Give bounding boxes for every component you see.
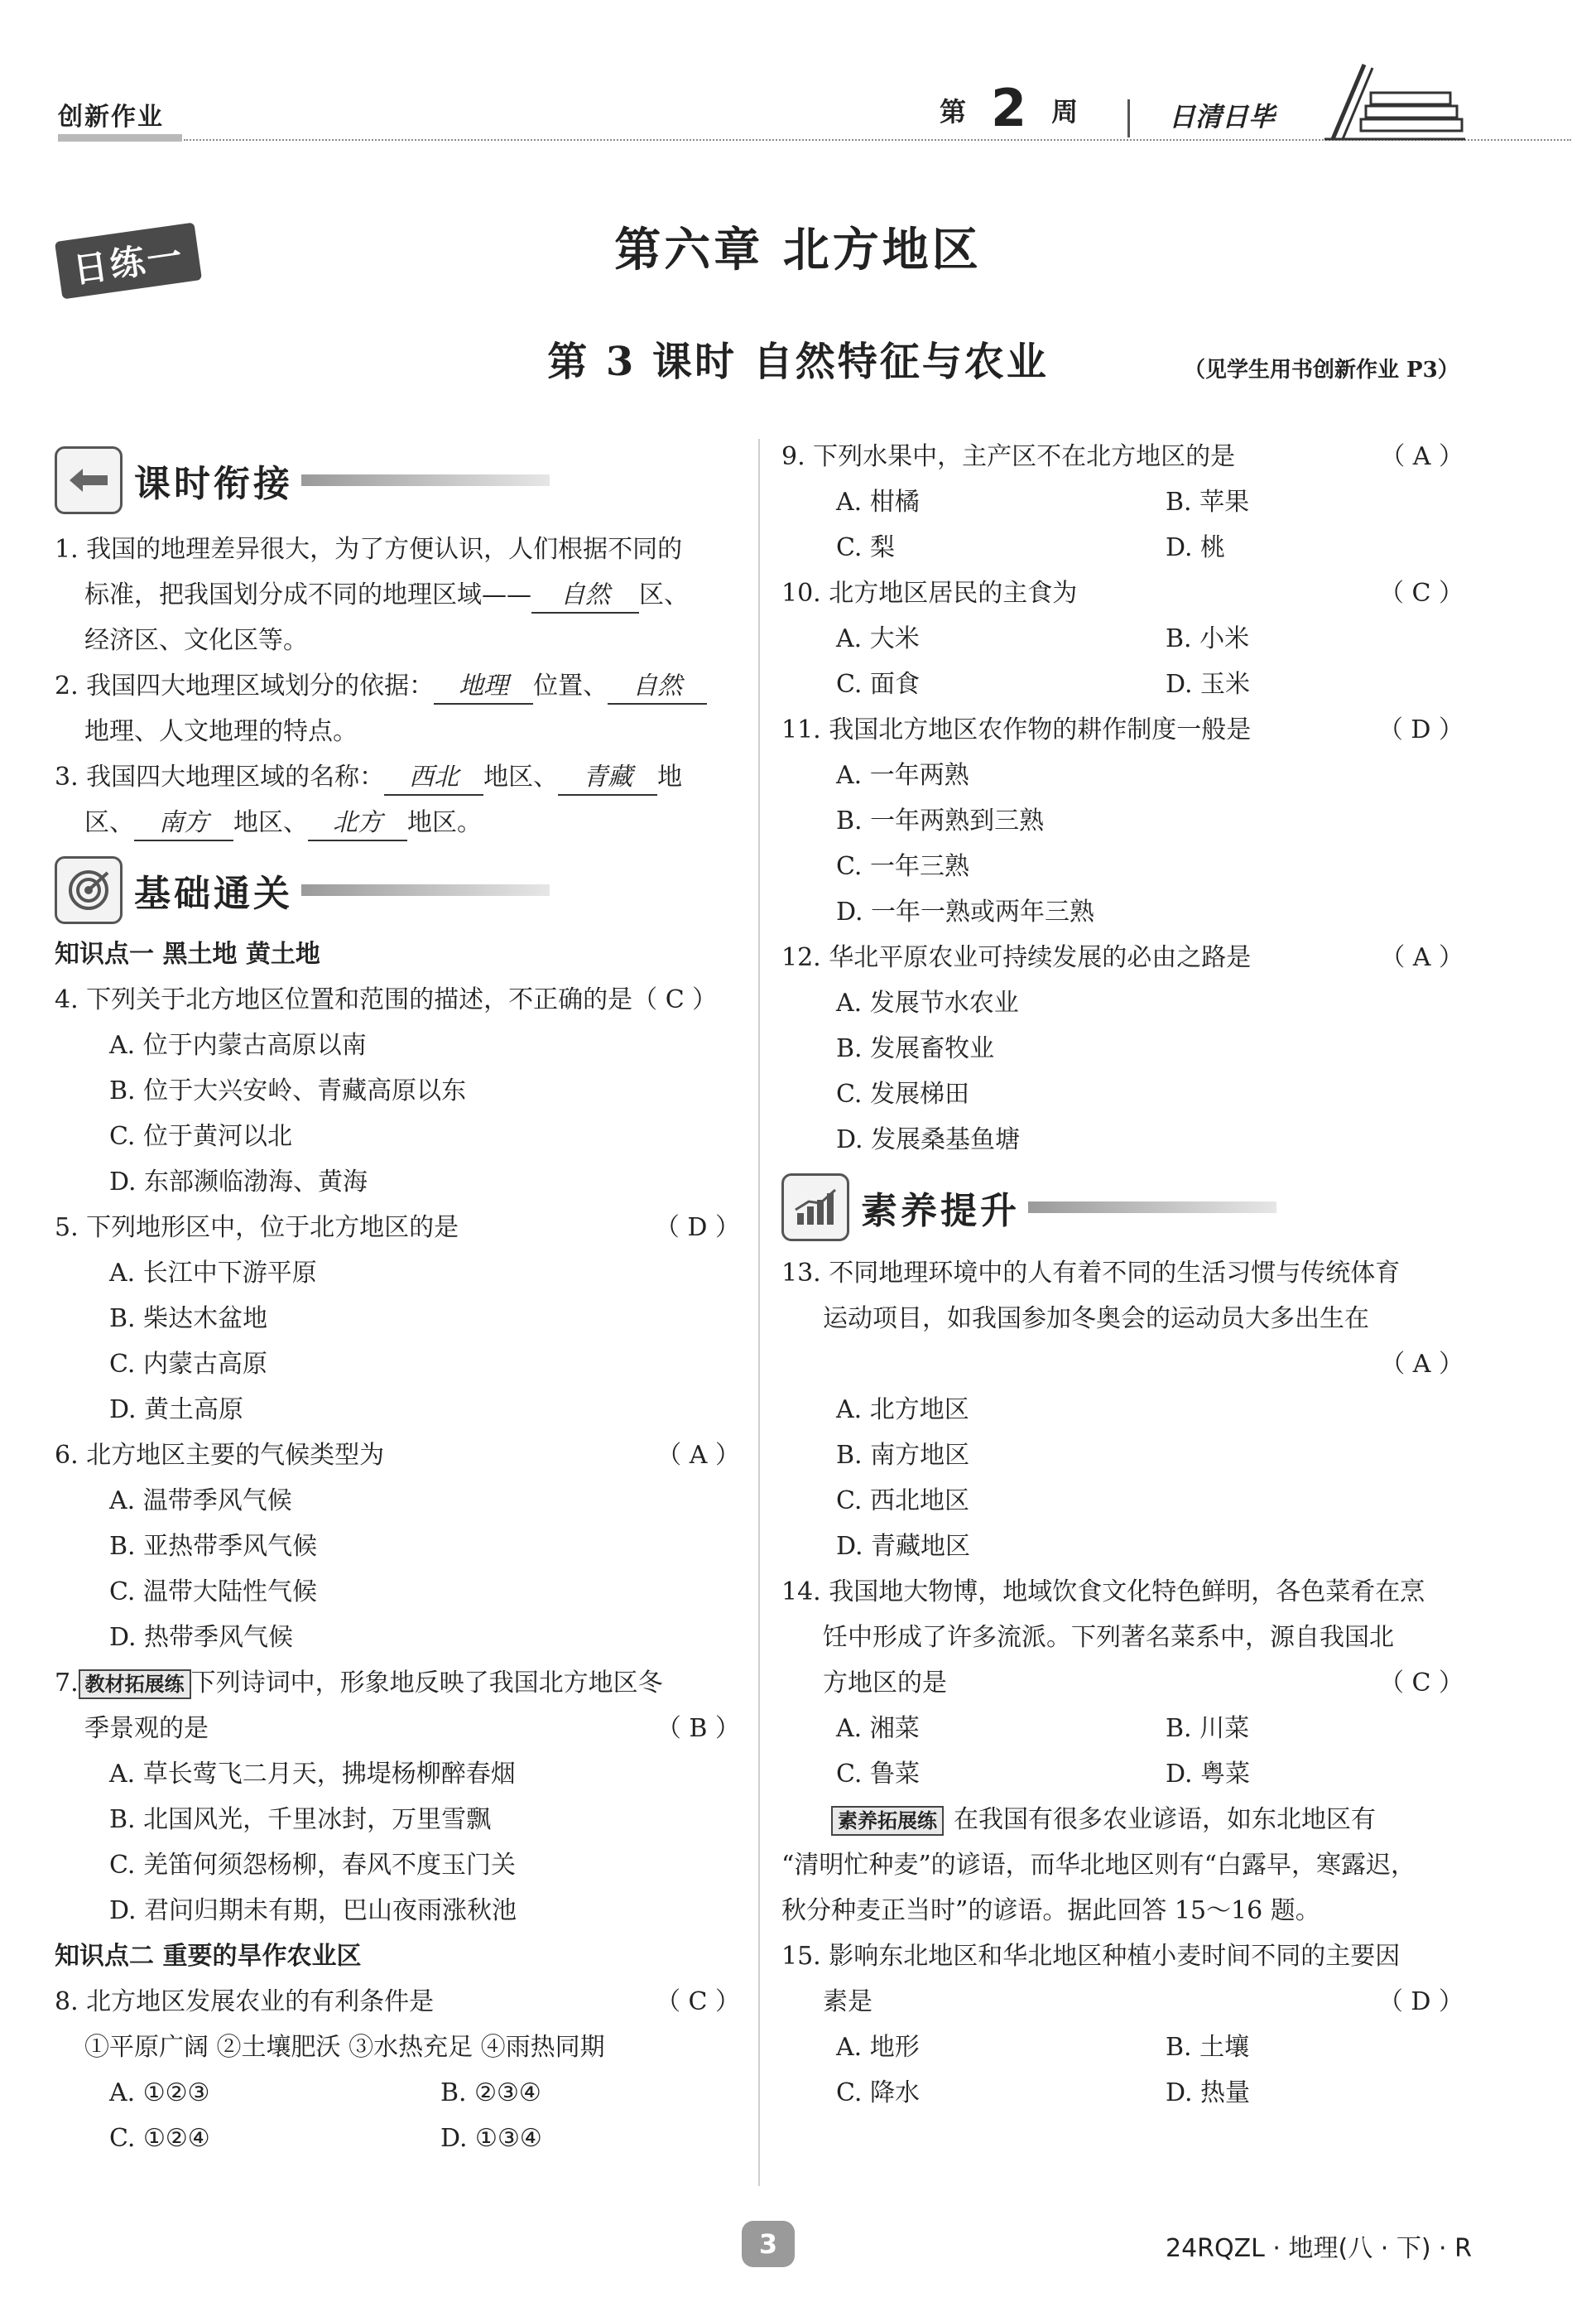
- question-13: 13. 不同地理环境中的人有着不同的生活习惯与传统体育 运动项目，如我国参加冬奥会的运动员大多出生在 （ A ） A. 北方地区 B. 南方地区 C. 西北地区 D. 青藏地区: [781, 1259, 1464, 1561]
- question-2: 2. 我国四大地理区域划分的依据： 地理 位置、 自然 地理、人文地理的特点。: [55, 663, 740, 754]
- answer-bracket: （ A ）: [656, 1441, 740, 1470]
- lesson-reference: （见学生用书创新作业 P3）: [1184, 358, 1459, 383]
- answer-blank: 北方: [308, 807, 407, 841]
- question-12: 12. 华北平原农业可持续发展的必由之路是 （ A ） A. 发展节水农业 B. 发展畜牧业 C. 发展梯田 D. 发展桑基鱼塘: [781, 935, 1464, 1163]
- question-15: 15. 影响东北地区和华北地区种植小麦时间不同的主要因 素是 （ D ） A. 地形 B. 土壤 C. 降水 D. 热量: [781, 1942, 1464, 2107]
- daily-practice-badge: 日练一: [55, 223, 202, 300]
- section-title: 课时衔接: [134, 463, 293, 505]
- arrows-icon: [55, 446, 123, 514]
- week-prefix: 第: [940, 96, 967, 128]
- header-week: [940, 73, 1079, 138]
- question-6: 6. 北方地区主要的气候类型为 （ A ） A. 温带季风气候 B. 亚热带季风气候 C. 温带大陆性气候 D. 热带季风气候: [55, 1433, 740, 1660]
- chapter-title: 第六章 北方地区: [614, 223, 982, 277]
- footer-code: 24RQZL · 地理(八 · 下) · R: [1166, 2234, 1472, 2263]
- question-10: 10. 北方地区居民的主食为 （ C ） A. 大米 B. 小米 C. 面食 D. 玉米: [781, 571, 1464, 707]
- section-bar: [301, 884, 550, 896]
- answer-blank: 自然: [608, 670, 707, 705]
- section-header-lesson-link: [55, 447, 740, 513]
- answer-bracket: （ B ）: [656, 1714, 740, 1743]
- question-1: 1. 我国的地理差异很大，为了方便认识，人们根据不同的 标准，把我国划分成不同的地理区域—— 自然 区、 经济区、文化区等。: [55, 535, 689, 655]
- answer-bracket: （ A ）: [1380, 1350, 1464, 1379]
- question-5: 5. 下列地形区中，位于北方地区的是 （ D ） A. 长江中下游平原 B. 柴达木盆地 C. 内蒙古高原 D. 黄土高原: [55, 1205, 740, 1433]
- books-pencil-icon: [1324, 56, 1465, 146]
- answer-bracket: （ C ）: [1378, 579, 1464, 608]
- knowledge-point-1: 知识点一 黑土地 黄土地: [55, 940, 320, 969]
- header-left-bar: [58, 134, 182, 142]
- textbook-extension-tag: 教材拓展练: [79, 1669, 191, 1699]
- page-number: 3: [742, 2221, 795, 2267]
- week-suffix: 周: [1051, 96, 1079, 128]
- section-header-basics: [55, 857, 740, 923]
- section-header-literacy: [781, 1174, 1464, 1240]
- answer-bracket: （ C ）: [655, 1987, 740, 2016]
- header-separator: [1127, 99, 1130, 137]
- question-14: 14. 我国地大物博，地域饮食文化特色鲜明，各色菜肴在烹 饪中形成了许多流派。下列著名菜系中，源自我国北 方地区的是 （ C ） A. 湘菜 B. 川菜 C. 鲁菜 D. 粤菜: [781, 1577, 1464, 1789]
- question-11: 11. 我国北方地区农作物的耕作制度一般是 （ D ） A. 一年两熟 B. 一年两熟到三熟 C. 一年三熟 D. 一年一熟或两年三熟: [781, 707, 1464, 935]
- week-number: 2: [991, 78, 1027, 138]
- section-title: 素养提升: [861, 1190, 1020, 1232]
- bar-chart-icon: [781, 1173, 849, 1241]
- answer-bracket: （ D ）: [654, 1213, 740, 1242]
- answer-blank: 地理: [434, 670, 533, 705]
- left-column: [55, 447, 740, 2161]
- answer-blank: 自然: [531, 579, 639, 614]
- section-title: 基础通关: [134, 873, 293, 915]
- answer-bracket: （ D ）: [1377, 1987, 1464, 2016]
- answer-blank: 西北: [384, 761, 483, 796]
- question-8: 8. 北方地区发展农业的有利条件是 （ C ） ①平原广阔 ②土壤肥沃 ③水热充足 ④雨热同期 A. ①②③ B. ②③④ C. ①②④ D. ①③④: [55, 1979, 740, 2161]
- section-bar: [301, 474, 550, 486]
- header-brand-label: 日清日毕: [1169, 101, 1276, 132]
- extension-passage: 素养拓展练 在我国有很多农业谚语，如东北地区有 “清明忙种麦”的谚语，而华北地区则有“白露早，寒露迟， 秋分种麦正当时”的谚语。据此回答 15～16 题。: [781, 1805, 1416, 1925]
- answer-bracket: （ A ）: [1380, 442, 1464, 471]
- literacy-extension-tag: 素养拓展练: [831, 1806, 944, 1836]
- question-7: 7. 教材拓展练 下列诗词中，形象地反映了我国北方地区冬 季景观的是 （ B ） A. 草长莺飞二月天，拂堤杨柳醉春烟 B. 北国风光，千里冰封，万里雪飘 C. 羌笛何须怨杨柳，春风不度玉门关 D. 君问归期未有期，巴山夜雨涨秋池: [55, 1669, 740, 1925]
- question-9: 9. 下列水果中，主产区不在北方地区的是 （ A ） A. 柑橘 B. 苹果 C. 梨 D. 桃: [781, 434, 1464, 571]
- knowledge-point-2: 知识点二 重要的旱作农业区: [55, 1942, 362, 1971]
- column-divider: [758, 439, 760, 2186]
- question-3: 3. 我国四大地理区域的名称： 西北 地区、 青藏 地 区、 南方 地区、 北方 地区。: [55, 754, 740, 845]
- header-series-label: 创新作业: [58, 103, 164, 132]
- right-column: [781, 434, 1464, 2116]
- lesson-title: 第 3 课时 自然特征与农业: [547, 339, 1049, 385]
- question-4: 4. 下列关于北方地区位置和范围的描述，不正确的是（ C ） A. 位于内蒙古高原以南 B. 位于大兴安岭、青藏高原以东 C. 位于黄河以北 D. 东部濒临渤海、黄海: [55, 985, 718, 1197]
- section-bar: [1028, 1201, 1276, 1213]
- answer-bracket: （ C ）: [1378, 1669, 1464, 1697]
- answer-bracket: （ A ）: [1380, 943, 1464, 972]
- answer-blank: 南方: [134, 807, 233, 841]
- target-icon: [55, 856, 123, 924]
- answer-blank: 青藏: [558, 761, 657, 796]
- answer-bracket: （ D ）: [1377, 715, 1464, 744]
